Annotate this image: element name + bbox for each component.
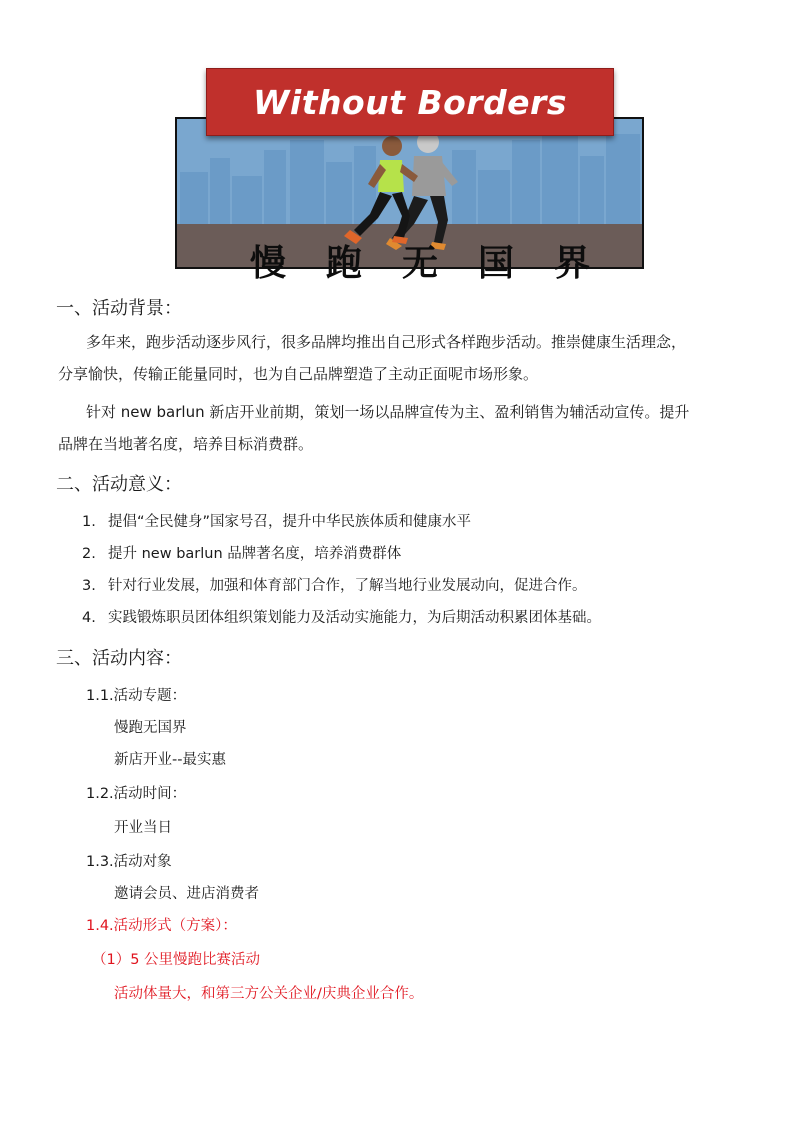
list-item [82, 606, 601, 627]
banner-title-cn-char: 无 [401, 242, 438, 284]
format-plan-detail: 活动体量大，和第三方公关企业/庆典企业合作。 [114, 986, 424, 1002]
section-heading-background: 一、活动背景： [56, 298, 182, 319]
list-text: 实践锻炼职员团体组织策划能力及活动实施能力，为后期活动积累团体基础。 [108, 610, 601, 626]
paragraph-line: 品牌在当地著名度，培养目标消费群。 [58, 435, 314, 453]
list-number: 2. [82, 546, 96, 562]
subsection-time-label: 1.2.活动时间： [86, 786, 187, 802]
paragraph-line: 分享愉快，传输正能量同时，也为自己品牌塑造了主动正面呢市场形象。 [58, 365, 539, 383]
background-paragraph-2 [58, 396, 748, 460]
banner-title-cn [250, 238, 590, 282]
banner-title-en: Without Borders [253, 82, 567, 122]
section-heading-significance: 二、活动意义： [56, 474, 182, 495]
subsection-value: 慢跑无国界 [114, 720, 187, 736]
list-text: 针对行业发展，加强和体育部门合作，了解当地行业发展动向，促进合作。 [108, 578, 587, 594]
list-text: 提升 new barlun 品牌著名度，培养消费群体 [108, 546, 402, 562]
subsection-value: 邀请会员、进店消费者 [114, 886, 259, 902]
paragraph-line: 多年来，跑步活动逐步风行，很多品牌均推出自己形式各样跑步活动。推崇健康生活理念， [86, 333, 687, 351]
list-number: 3. [82, 578, 96, 594]
list-number: 1. [82, 514, 96, 530]
section-heading-content: 三、活动内容： [56, 648, 182, 669]
format-plan-item: （1）5 公里慢跑比赛活动 [92, 952, 261, 968]
background-paragraph-1 [58, 326, 748, 390]
banner-title-box [206, 68, 614, 136]
subsection-audience-label: 1.3.活动对象 [86, 854, 172, 870]
list-item [82, 574, 587, 595]
list-number: 4. [82, 610, 96, 626]
banner-title-cn-char: 国 [477, 242, 514, 284]
list-item [82, 542, 401, 563]
list-item [82, 510, 471, 531]
subsection-format-label: 1.4.活动形式（方案）： [86, 918, 237, 934]
banner-title-cn-char: 跑 [325, 242, 362, 284]
subsection-value: 开业当日 [114, 820, 172, 836]
list-text: 提倡“全民健身”国家号召，提升中华民族体质和健康水平 [108, 514, 472, 530]
banner [0, 0, 800, 290]
subsection-value: 新店开业--最实惠 [114, 752, 226, 768]
subsection-topic-label: 1.1.活动专题： [86, 688, 187, 704]
banner-title-cn-char: 界 [553, 242, 590, 284]
paragraph-line: 针对 new barlun 新店开业前期，策划一场以品牌宣传为主、盈利销售为辅活动宣传。提升 [86, 403, 690, 421]
banner-title-cn-char: 慢 [250, 242, 287, 284]
